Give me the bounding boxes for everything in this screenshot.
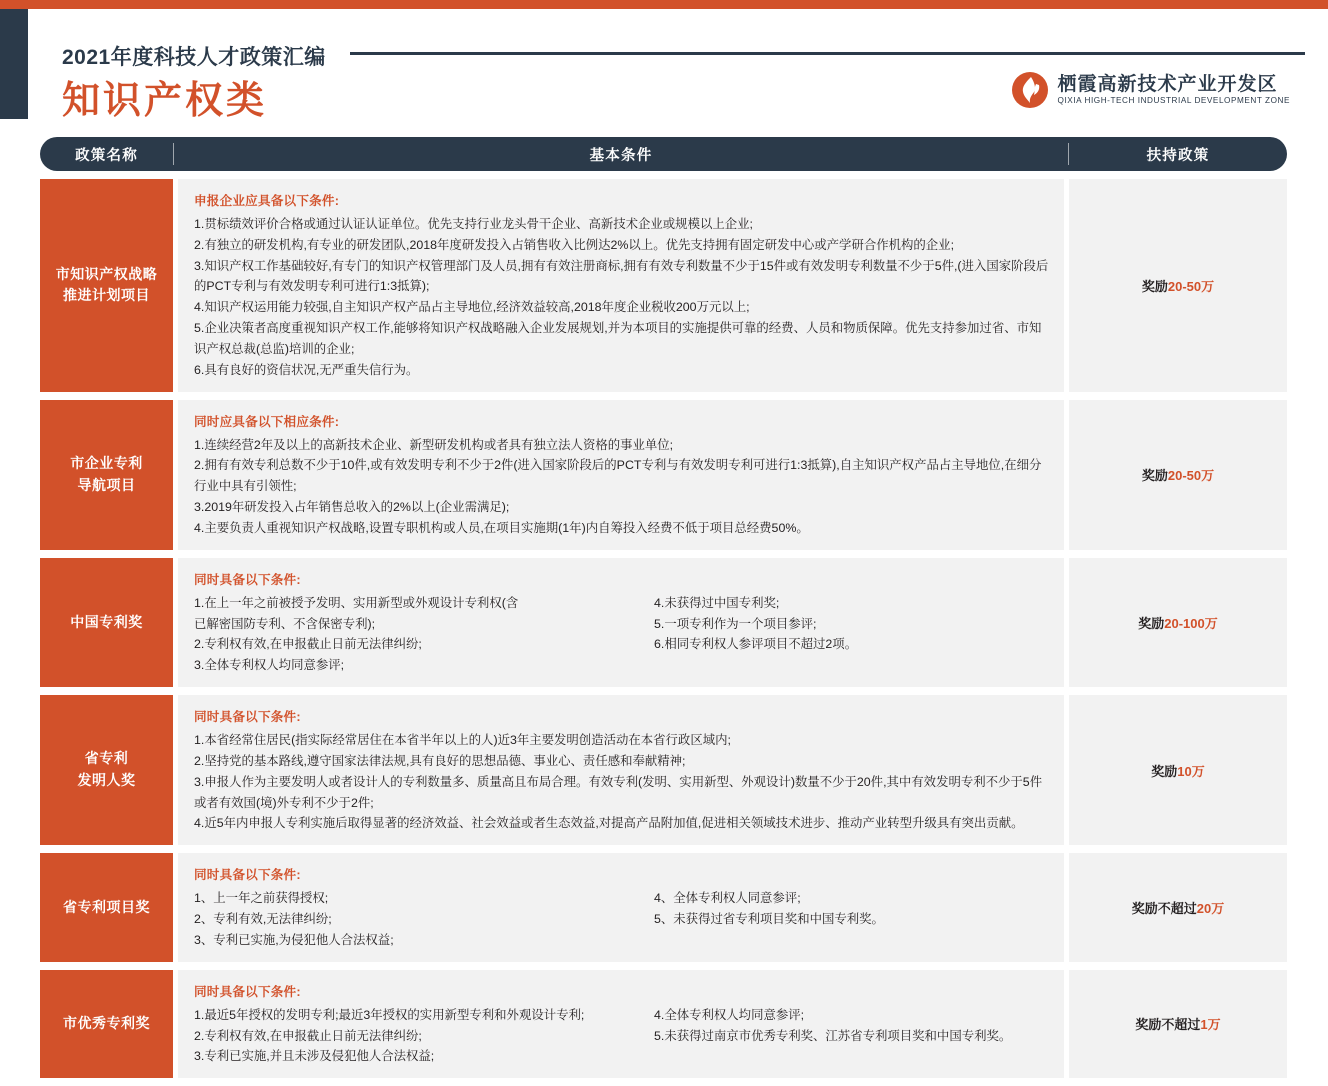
condition-item: 6.具有良好的资信状况,无严重失信行为。 [194,362,419,377]
condition-item: 3.知识产权工作基础较好,有专门的知识产权管理部门及人员,拥有有效注册商标,拥有有效专利数量不少于15件或有效发明专利数量不少于5件,(进入国家阶段后的PCT专利与有效发明专利可进行1:3抵算); [194,258,1049,294]
table-row [40,853,1287,961]
condition-item: 3.全体专利权人均同意参评; [194,658,345,673]
condition-item: 3.2019年研发投入占年销售总收入的2%以上(企业需满足); [194,500,510,515]
top-accent-strip [0,0,1328,9]
condition-item: 4.主要负责人重视知识产权战略,设置专职机构或人员,在项目实施期(1年)内自筹投入经费不低于项目总经费50%。 [194,520,809,535]
condition-item: 6.相同专利权人参评项目不超过2项。 [654,637,858,652]
conditions-cell [178,853,1064,961]
policy-name-text: 省专利 发明人奖 [77,750,136,789]
policy-name-cell [40,695,173,845]
conditions-column-left [194,888,654,950]
condition-item: 4.未获得过中国专利奖; [654,595,780,610]
policy-name-text: 市优秀专利奖 [63,1015,150,1032]
flame-logo-icon [1011,71,1049,109]
conditions-heading: 同时具备以下条件: [194,868,301,883]
page-header [0,9,1328,121]
support-value: 20万 [1196,900,1225,916]
conditions-column-left [194,1005,654,1067]
support-value: 20-100万 [1164,615,1218,631]
header-separator [1068,143,1069,165]
condition-item: 3.申报人作为主要发明人或者设计人的专利数量多、质量高且布局合理。有效专利(发明、实用新型、外观设计)数量不少于20件,其中有效发明专利不少于5件或者有效国(境)外专利不少于2件; [194,774,1043,810]
condition-item: 4.知识产权运用能力较强,自主知识产权产品占主导地位,经济效益较高,2018年度企业税收200万元以上; [194,300,750,315]
support-prefix: 奖励不超过 [1131,900,1197,916]
logo-name-cn: 栖霞高新技术产业开发区 [1057,73,1278,95]
condition-item: 1.本省经常住居民(指实际经常居住在本省半年以上的人)近3年主要发明创造活动在本省行政区域内; [194,733,731,748]
condition-item: 1.最近5年授权的发明专利;最近3年授权的实用新型专利和外观设计专利; [194,1007,585,1022]
policy-name-text: 省专利项目奖 [63,898,150,915]
conditions-body [194,435,1050,539]
policy-name-cell [40,853,173,961]
support-value: 1万 [1200,1017,1221,1033]
conditions-column-left [194,593,654,676]
support-policy-cell [1069,179,1287,392]
condition-item: 5.一项专利作为一个项目参评; [654,616,817,631]
organization-logo [1011,71,1290,109]
support-value: 20-50万 [1167,468,1215,484]
support-policy-cell [1069,400,1287,550]
conditions-column-right [654,593,1050,676]
condition-item: 5.企业决策者高度重视知识产权工作,能够将知识产权战略融入企业发展规划,并为本项目的实施提供可靠的经费、人员和物质保障。优先支持参加过省、市知识产权总裁(总监)培训的企业; [194,321,1042,356]
header-separator [173,143,174,165]
condition-item: 已解密国防专利、不含保密专利); [194,616,376,631]
conditions-heading: 申报企业应具备以下条件: [194,194,340,208]
condition-item: 3.专利已实施,并且未涉及侵犯他人合法权益; [194,1049,435,1064]
support-policy-cell [1069,695,1287,845]
support-prefix: 奖励 [1141,278,1168,294]
condition-item: 1.连续经营2年及以上的高新技术企业、新型研发机构或者具有独立法人资格的事业单位; [194,437,674,452]
condition-item: 1.贯标绩效评价合格或通过认证认证单位。优先支持行业龙头骨干企业、高新技术企业或规模以上企业; [194,217,753,231]
support-prefix: 奖励 [1141,468,1168,484]
conditions-column-right [654,888,1050,950]
logo-text-block [1058,75,1290,106]
page-title: 知识产权类 [62,80,268,122]
condition-item: 2.拥有有效专利总数不少于10件,或有效发明专利不少于2件(进入国家阶段后的PCT专利与有效发明专利可进行1:3抵算),自主知识产权产品占主导地位,在细分行业中具有引领性; [194,458,1042,494]
support-prefix: 奖励 [1151,763,1178,779]
policy-name-cell [40,558,173,687]
support-value: 20-50万 [1167,278,1215,294]
support-value: 10万 [1177,763,1205,779]
conditions-body [194,593,1050,676]
logo-name-en: QIXIA HIGH-TECH INDUSTRIAL DEVELOPMENT ZONE [1057,95,1290,105]
header-divider-line [350,52,1305,55]
support-prefix: 奖励 [1138,615,1165,631]
policy-name-line-1: 市知识产权战略 推进计划项目 [55,265,158,304]
conditions-body [194,730,1050,834]
condition-item: 4.全体专利权人均同意参评; [654,1007,805,1022]
condition-item: 1、上一年之前获得授权; [194,891,329,906]
conditions-heading: 同时具备以下条件: [194,984,301,999]
table-row [40,179,1287,392]
support-policy-cell [1069,558,1287,687]
condition-item: 3、专利已实施,为侵犯他人合法权益; [194,932,394,947]
support-policy-cell [1069,970,1287,1078]
condition-item: 2.专利权有效,在申报截止日前无法律纠纷; [194,637,422,652]
condition-item: 2.专利权有效,在申报截止日前无法律纠纷; [194,1028,422,1043]
table-row [40,970,1287,1078]
policy-name-cell [40,179,173,392]
conditions-heading: 同时应具备以下相应条件: [194,414,340,429]
condition-item: 1.在上一年之前被授予发明、实用新型或外观设计专利权(含 [194,595,519,610]
conditions-cell [178,179,1064,392]
condition-item: 2.坚持党的基本路线,遵守国家法律法规,具有良好的思想品德、事业心、责任感和奉献精神; [194,753,686,768]
table-row [40,695,1287,845]
policy-name-cell [40,400,173,550]
conditions-cell [178,695,1064,845]
condition-item: 4、全体专利权人同意参评; [654,891,801,906]
conditions-cell [178,400,1064,550]
conditions-body [194,888,1050,950]
policy-name-text: 中国专利奖 [70,613,143,630]
policy-name-cell [40,970,173,1078]
conditions-body [194,214,1050,381]
conditions-heading: 同时具备以下条件: [194,572,301,587]
policy-table [40,137,1287,1086]
column-header-basic-conditions: 基本条件 [589,147,653,164]
table-row [40,558,1287,687]
condition-item: 5、未获得过省专利项目奖和中国专利奖。 [654,912,884,927]
support-prefix: 奖励不超过 [1135,1017,1201,1033]
conditions-cell [178,558,1064,687]
conditions-body [194,1005,1050,1067]
conditions-heading: 同时具备以下条件: [194,710,301,725]
condition-item: 2、专利有效,无法律纠纷; [194,912,332,927]
table-body [40,179,1287,1078]
header-subtitle: 2021年度科技人才政策汇编 [62,46,326,69]
support-policy-cell [1069,853,1287,961]
column-header-support-policy: 扶持政策 [1146,147,1210,164]
table-row [40,400,1287,550]
column-header-policy-name: 政策名称 [75,147,138,164]
conditions-column-right [654,1005,1050,1067]
condition-item: 4.近5年内申报人专利实施后取得显著的经济效益、社会效益或者生态效益,对提高产品附加值,促进相关领域技术进步、推动产业转型升级具有突出贡献。 [194,816,1024,831]
condition-item: 5.未获得过南京市优秀专利奖、江苏省专利项目奖和中国专利奖。 [654,1028,1012,1043]
policy-name-text: 市企业专利 导航项目 [70,455,143,493]
condition-item: 2.有独立的研发机构,有专业的研发团队,2018年度研发投入占销售收入比例达2%以上。优先支持拥有固定研发中心或产学研合作机构的企业; [194,237,955,252]
table-header-row [40,137,1287,171]
conditions-cell [178,970,1064,1078]
